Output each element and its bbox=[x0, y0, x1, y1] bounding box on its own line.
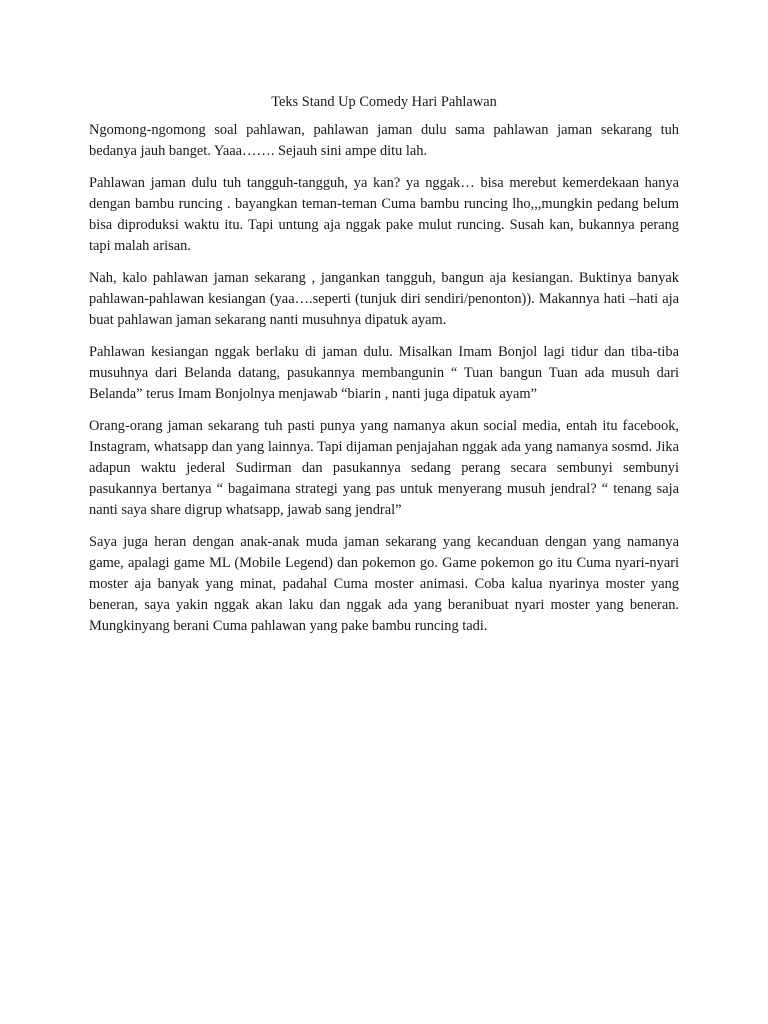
paragraph-5: Orang-orang jaman sekarang tuh pasti punya yang namanya akun social media, entah itu facebook, Instagram, whatsapp dan yang lainnya. Tapi dijaman penjajahan nggak ada yang namanya sosmd. Jika adapun waktu jederal Sudirman dan pasukannya sedang perang secara sembunyi sembunyi pasukannya bertanya “ bagaimana strategi yang pas untuk menyerang musuh jendral? “ tenang saja nanti saya share digrup whatsapp, jawab sang jendral” bbox=[89, 418, 679, 518]
paragraph-2: Pahlawan jaman dulu tuh tangguh-tangguh, ya kan? ya nggak… bisa merebut kemerdekaan hanya dengan bambu runcing . bayangkan teman-teman Cuma bambu runcing lho,,,mungkin pedang belum bisa diproduksi waktu itu. Tapi untung aja nggak pake mulut runcing. Susah kan, bukannya perang tapi malah arisan. bbox=[89, 175, 679, 254]
paragraph-3: Nah, kalo pahlawan jaman sekarang , jangankan tangguh, bangun aja kesiangan. Buktinya banyak pahlawan-pahlawan kesiangan (yaa….seperti (tunjuk diri sendiri/penonton)). Makannya hati –hati aja buat pahlawan jaman sekarang nanti musuhnya dipatuk ayam. bbox=[89, 270, 679, 328]
document-page bbox=[89, 92, 679, 648]
paragraph-1: Ngomong-ngomong soal pahlawan, pahlawan jaman dulu sama pahlawan jaman sekarang tuh bedanya jauh banget. Yaaa……. Sejauh sini ampe ditu lah. bbox=[89, 122, 679, 159]
document-title: Teks Stand Up Comedy Hari Pahlawan bbox=[271, 94, 497, 110]
paragraph-4: Pahlawan kesiangan nggak berlaku di jaman dulu. Misalkan Imam Bonjol lagi tidur dan tiba-tiba musuhnya dari Belanda datang, pasukannya membangunin “ Tuan bangun Tuan ada musuh dari Belanda” terus Imam Bonjolnya menjawab “biarin , nanti juga dipatuk ayam” bbox=[89, 344, 679, 402]
paragraph-6: Saya juga heran dengan anak-anak muda jaman sekarang yang kecanduan dengan yang namanya game, apalagi game ML (Mobile Legend) dan pokemon go. Game pokemon go itu Cuma nyari-nyari moster aja banyak yang minat, padahal Cuma moster animasi. Coba kalua nyarinya moster yang beneran, saya yakin nggak akan laku dan nggak ada yang beranibuat nyari moster yang beneran. Mungkinyang berani Cuma pahlawan yang pake bambu runcing tadi. bbox=[89, 534, 679, 634]
